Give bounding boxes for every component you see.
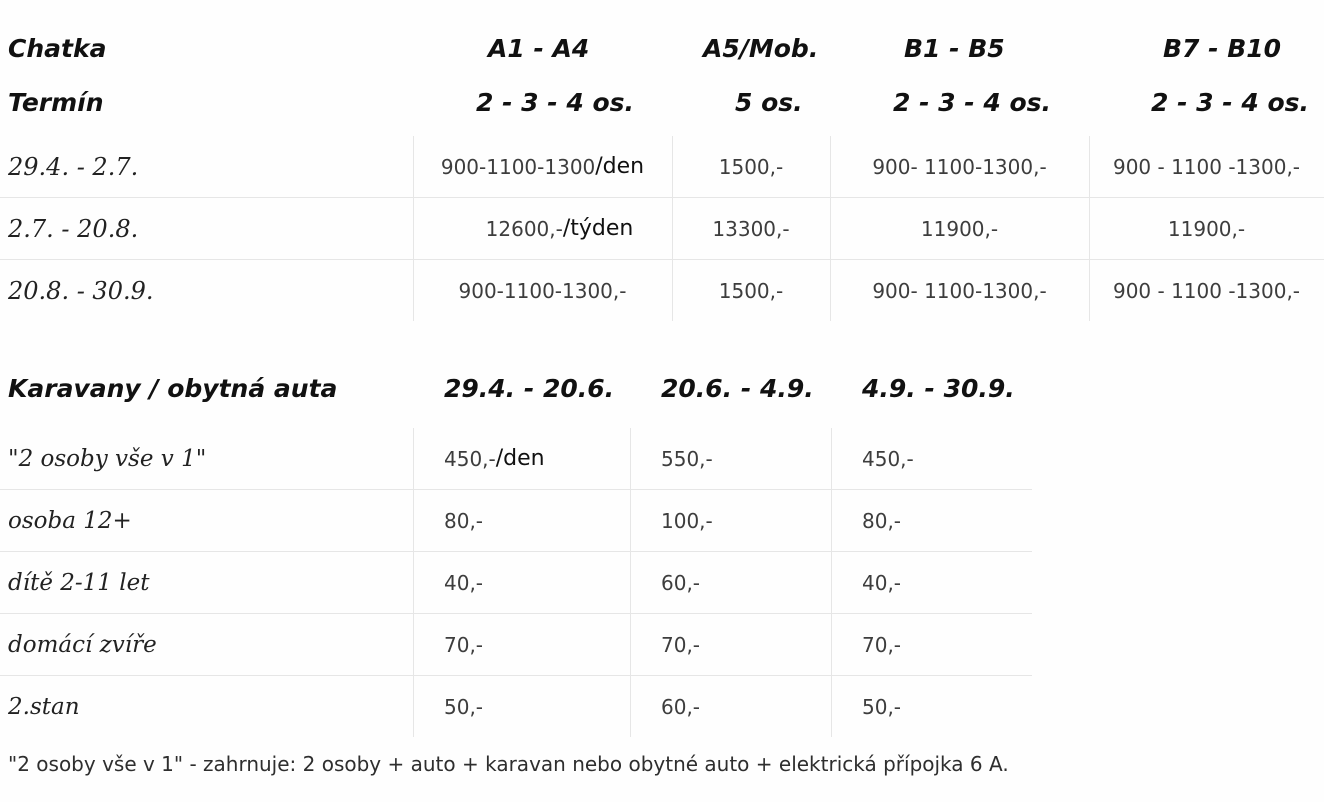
cabin-header-label: Chatka: [8, 34, 107, 63]
price-cell: 900- 1100-1300,-: [872, 154, 1047, 179]
price-cell: 100,-: [661, 508, 713, 533]
cabin-col-b7-b10: B7 - B10: [1163, 34, 1282, 63]
cabin-col-b1-b5: B1 - B5: [904, 34, 1005, 63]
caravans-header-label: Karavany / obytná auta: [8, 374, 338, 403]
term-cell: 20.8. - 30.9.: [8, 276, 154, 305]
capacity-b7-b10: 2 - 3 - 4 os.: [1151, 88, 1310, 117]
price-cell: 1500,-: [718, 154, 784, 179]
price-cell: 13300,-: [712, 216, 790, 241]
price-cell: 70,-: [444, 632, 484, 657]
price-cell: 80,-: [444, 508, 484, 533]
item-cell: "2 osoby vše v 1": [8, 445, 207, 472]
item-cell: dítě 2-11 let: [8, 569, 150, 596]
price-cell: 12600,- /týden: [485, 216, 634, 241]
table-row: [0, 614, 1032, 676]
season-col-2: 20.6. - 4.9.: [661, 374, 814, 403]
capacity-b1-b5: 2 - 3 - 4 os.: [893, 88, 1052, 117]
footnote: "2 osoby vše v 1" - zahrnuje: 2 osoby + auto + karavan nebo obytné auto + elektrická přípojka 6 A.: [8, 752, 1009, 776]
price-cell: 50,-: [862, 694, 902, 719]
term-header-label: Termín: [8, 88, 104, 117]
table-row: [0, 552, 1032, 614]
price-cell: 450,- /den: [444, 446, 545, 471]
capacity-a1-a4: 2 - 3 - 4 os.: [476, 88, 635, 117]
price-cell: 11900,-: [920, 216, 999, 241]
term-cell: 29.4. - 2.7.: [8, 152, 139, 181]
caravans-table-header: [0, 372, 1324, 422]
price-cell: 11900,-: [1167, 216, 1246, 241]
price-cell: 450,-: [862, 446, 914, 471]
term-cell: 2.7. - 20.8.: [8, 214, 139, 243]
season-col-3: 4.9. - 30.9.: [862, 374, 1015, 403]
price-cell: 60,-: [661, 570, 701, 595]
table-row: [0, 136, 1324, 198]
price-cell: 900- 1100-1300,-: [872, 278, 1047, 303]
capacity-a5: 5 os.: [735, 88, 803, 117]
price-cell: 1500,-: [718, 278, 784, 303]
price-cell: 40,-: [862, 570, 902, 595]
price-cell: 80,-: [862, 508, 902, 533]
cabin-col-a1-a4: A1 - A4: [488, 34, 590, 63]
table-row: [0, 198, 1324, 260]
table-row: [0, 428, 1032, 490]
cabin-col-a5: A5/Mob.: [703, 34, 819, 63]
price-cell: 900-1100-1300 /den: [440, 154, 645, 179]
table-row: [0, 676, 1032, 737]
price-cell: 50,-: [444, 694, 484, 719]
season-col-1: 29.4. - 20.6.: [444, 374, 615, 403]
price-cell: 70,-: [661, 632, 701, 657]
price-cell: 550,-: [661, 446, 713, 471]
cabins-price-table: [0, 136, 1324, 321]
price-cell: 40,-: [444, 570, 484, 595]
price-cell: 60,-: [661, 694, 701, 719]
caravans-price-table: [0, 428, 1032, 737]
table-row: [0, 260, 1324, 321]
price-cell: 70,-: [862, 632, 902, 657]
table-row: [0, 490, 1032, 552]
item-cell: domácí zvíře: [8, 631, 157, 658]
price-cell: 900 - 1100 -1300,-: [1112, 154, 1301, 179]
item-cell: osoba 12+: [8, 507, 132, 534]
price-cell: 900-1100-1300,-: [458, 278, 627, 303]
price-cell: 900 - 1100 -1300,-: [1112, 278, 1301, 303]
cabins-table-header: [0, 22, 1324, 132]
item-cell: 2.stan: [8, 693, 80, 720]
